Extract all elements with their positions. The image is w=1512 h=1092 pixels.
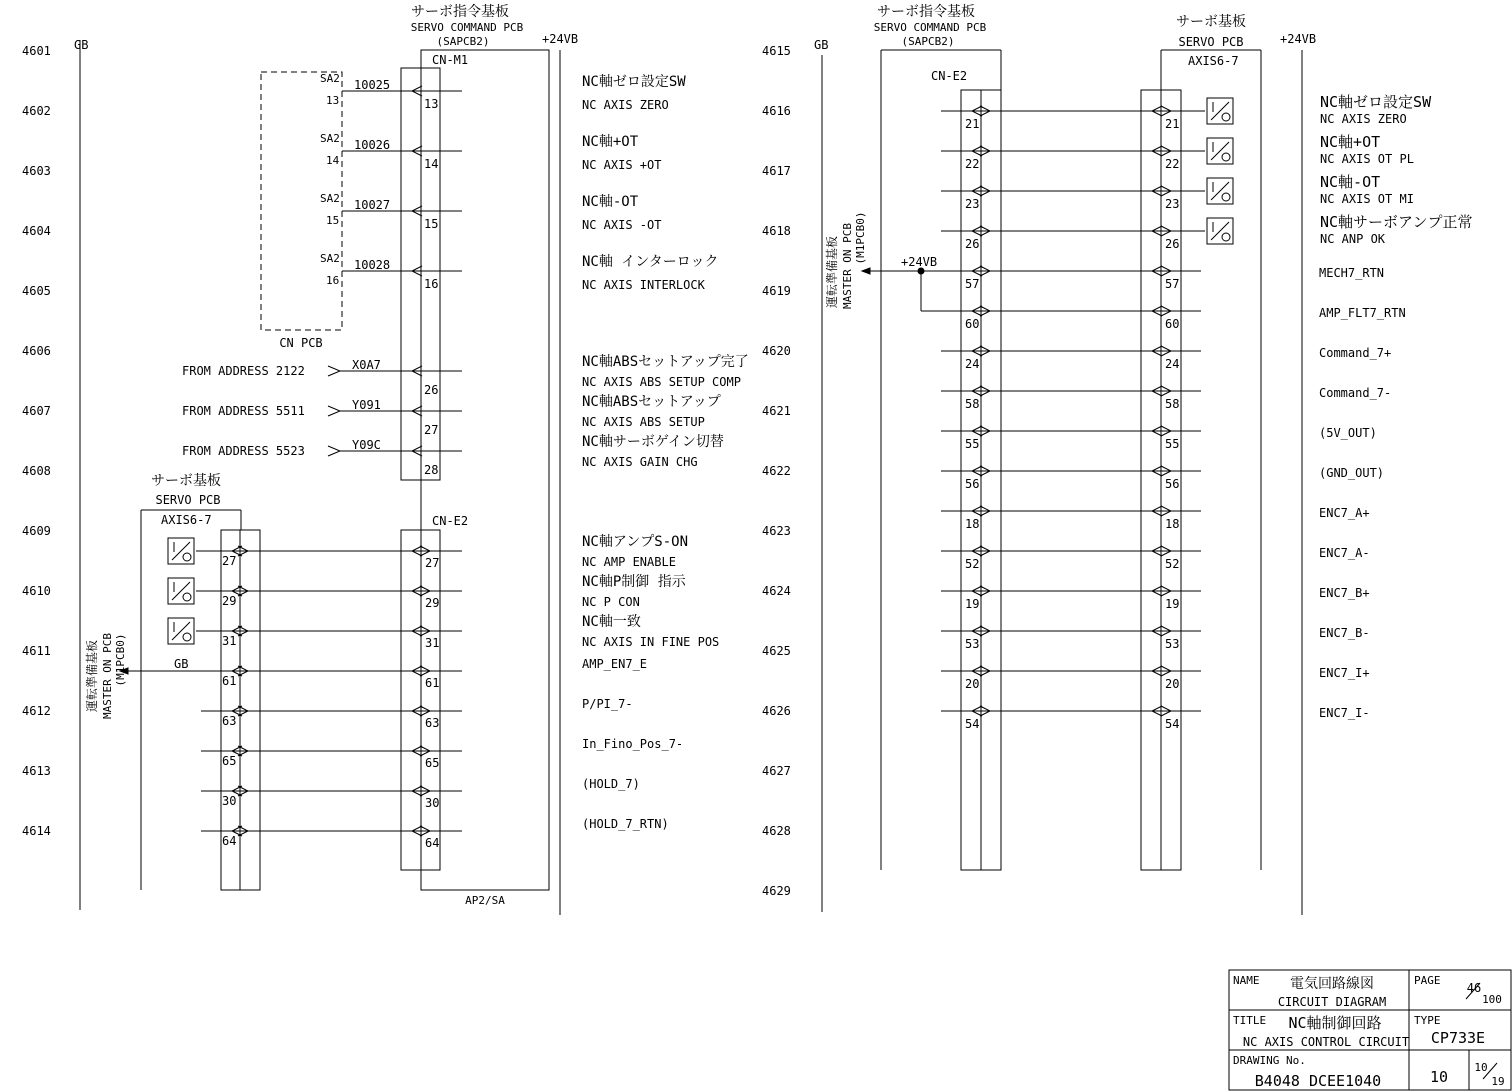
signal-label-en: NC AXIS ABS SETUP (582, 415, 705, 429)
row-number: 4606 (22, 344, 51, 358)
signal-label-en: In_Fino_Pos_7- (582, 737, 684, 751)
drawing-number: B4048 DCEE1040 (1254, 1072, 1382, 1090)
signal-label-jp-right: NC軸+OT (1320, 133, 1381, 151)
from-address-arrow (328, 446, 340, 456)
row-number: 4626 (762, 704, 791, 718)
v24-label-left: +24VB (542, 32, 579, 46)
signal-label-en-right: Command_7- (1319, 386, 1392, 400)
io-icon-o (183, 593, 191, 601)
row-number: 4621 (762, 404, 791, 418)
io-icon-slash (172, 542, 190, 560)
page-number: 46 (1466, 981, 1482, 995)
wire-number: 10025 (354, 78, 391, 92)
row-number: 4616 (762, 104, 791, 118)
v24-label-right: +24VB (1280, 32, 1317, 46)
sheet-number: 10 (1474, 1061, 1488, 1074)
io-icon-o (1222, 193, 1230, 201)
cn-e2-right-pin-number: 19 (965, 597, 980, 611)
signal-label-en-right: MECH7_RTN (1319, 266, 1385, 280)
wire-number: Y09C (352, 438, 381, 452)
servo-pcb-title-jp: サーボ基板 (151, 473, 221, 489)
io-icon-o (1222, 113, 1230, 121)
signal-label-en: NC AXIS GAIN CHG (582, 455, 698, 469)
cn-e2-pin-number: 64 (425, 836, 440, 850)
row-number: 4623 (762, 524, 791, 538)
sa-pin-number: 13 (326, 94, 340, 107)
cn-m1-label: CN-M1 (432, 53, 469, 67)
row-number: 4610 (22, 584, 51, 598)
io-icon-slash (172, 622, 190, 640)
cn-m1-pin-number: 16 (424, 277, 439, 291)
cn-e2-right-pin-number: 57 (965, 277, 980, 291)
servo-right-pin-number: 58 (1165, 397, 1180, 411)
sa2-label: SA2 (320, 192, 340, 205)
cn-e2-right-pin-number: 58 (965, 397, 980, 411)
signal-label-jp-right: NC軸-OT (1320, 173, 1381, 191)
gb-label-right: GB (814, 38, 829, 52)
row-number: 4619 (762, 284, 791, 298)
from-address-label: FROM ADDRESS 2122 (182, 364, 305, 378)
page-total: 100 (1482, 993, 1502, 1006)
cn-e2-pin-number: 29 (425, 596, 440, 610)
servo-command-pcb-title-en: SERVO COMMAND PCB (410, 21, 524, 34)
name-value-jp: 電気回路線図 (1290, 976, 1374, 992)
name-label: NAME (1233, 974, 1260, 987)
row-number: 4601 (22, 44, 51, 58)
row-number: 4627 (762, 764, 791, 778)
from-address-label: FROM ADDRESS 5523 (182, 444, 305, 458)
sa-pin-number: 15 (326, 214, 340, 227)
name-value-en: CIRCUIT DIAGRAM (1277, 995, 1387, 1009)
row-number: 4603 (22, 164, 51, 178)
signal-label-en: NC AXIS ZERO (582, 98, 669, 112)
servo-pin-number: 31 (222, 634, 237, 648)
sheet-total: 19 (1491, 1075, 1505, 1088)
type-label: TYPE (1414, 1014, 1441, 1027)
signal-label-jp: NC軸+OT (582, 134, 639, 150)
signal-label-jp: NC軸P制御 指示 (582, 574, 686, 590)
drawing-label: DRAWING No. (1233, 1054, 1306, 1067)
master-on-pcb-label-jp-right: 運転準備基板 (825, 235, 839, 309)
cn-e2-right-pin-number: 23 (965, 197, 980, 211)
cn-m1-pin-number: 15 (424, 217, 439, 231)
servo-right-pin-number: 21 (1165, 117, 1180, 131)
signal-label-en-right: (GND_OUT) (1319, 466, 1385, 480)
gb-wire-label: GB (174, 657, 189, 671)
servo-pin-number: 27 (222, 554, 237, 568)
io-icon-slash (172, 582, 190, 600)
row-number: 4607 (22, 404, 51, 418)
servo-right-pin-number: 23 (1165, 197, 1180, 211)
servo-command-pcb-title-jp-right: サーボ指令基板 (877, 4, 975, 20)
sa2-label: SA2 (320, 72, 340, 85)
row-number: 4622 (762, 464, 791, 478)
page-label: PAGE (1414, 974, 1441, 987)
sa-pin-number: 14 (326, 154, 340, 167)
signal-label-en-right: NC ANP OK (1320, 232, 1386, 246)
signal-label-jp: NC軸ゼロ設定SW (582, 74, 686, 90)
master-on-pcb-label-en: MASTER ON PCB (101, 632, 114, 720)
servo-right-pin-number: 24 (1165, 357, 1180, 371)
title-label: TITLE (1233, 1014, 1267, 1027)
signal-label-en-right: ENC7_A+ (1319, 506, 1370, 520)
signal-label-jp-right: NC軸サーボアンプ正常 (1320, 213, 1473, 231)
cn-e2-right-pin-number: 24 (965, 357, 980, 371)
row-number: 4602 (22, 104, 51, 118)
servo-right-pin-number: 56 (1165, 477, 1180, 491)
from-address-arrow (328, 366, 340, 376)
servo-command-pcb-title-jp: サーボ指令基板 (411, 4, 509, 20)
io-icon-o (183, 633, 191, 641)
signal-label-en-right: ENC7_I- (1319, 706, 1370, 720)
from-address-arrow (328, 406, 340, 416)
cn-e2-pin-number: 31 (425, 636, 440, 650)
servo-pin-number: 65 (222, 754, 237, 768)
servo-right-pin-number: 19 (1165, 597, 1180, 611)
cn-pcb-label: CN PCB (279, 336, 323, 350)
row-number: 4625 (762, 644, 791, 658)
row-number: 4615 (762, 44, 791, 58)
cn-e2-right-pin-number: 53 (965, 637, 980, 651)
cn-e2-right-pin-number: 55 (965, 437, 980, 451)
sa-pin-number: 16 (326, 274, 340, 287)
cn-e2-pin-number: 30 (425, 796, 440, 810)
signal-label-jp: NC軸アンプS-ON (582, 534, 689, 550)
cn-e2-right-pin-number: 21 (965, 117, 980, 131)
wire-number: 10028 (354, 258, 391, 272)
wire-number: 10026 (354, 138, 391, 152)
io-icon-o (1222, 233, 1230, 241)
cn-e2-label-right: CN-E2 (931, 69, 968, 83)
signal-label-en: NC AXIS -OT (582, 218, 662, 232)
signal-label-jp-right: NC軸ゼロ設定SW (1320, 93, 1432, 111)
cn-m1-pin-number: 13 (424, 97, 439, 111)
signal-label-jp: NC軸ABSセットアップ (582, 394, 721, 410)
signal-label-jp: NC軸ABSセットアップ完了 (582, 354, 749, 370)
cn-e2-pin-number: 65 (425, 756, 440, 770)
signal-label-en-right: AMP_FLT7_RTN (1319, 306, 1406, 320)
signal-label-en-right: ENC7_B- (1319, 626, 1370, 640)
servo-pin-number: 29 (222, 594, 237, 608)
servo-right-pin-number: 57 (1165, 277, 1180, 291)
signal-label-en: P/PI_7- (582, 697, 633, 711)
signal-label-en-right: ENC7_B+ (1319, 586, 1370, 600)
io-icon-o (183, 553, 191, 561)
servo-pin-number: 63 (222, 714, 237, 728)
axis-label-left: AXIS6-7 (161, 513, 212, 527)
v24-wire-label-right: +24VB (901, 255, 938, 269)
servo-pcb-title-en: SERVO PCB (155, 493, 221, 507)
cn-e2-right-pin-number: 26 (965, 237, 980, 251)
signal-label-en: AMP_EN7_E (582, 657, 648, 671)
cn-m1-pin-number: 27 (424, 423, 439, 437)
master-on-pcb-label-jp: 運転準備基板 (85, 639, 99, 713)
cn-m1-pin-number: 14 (424, 157, 439, 171)
signal-label-en-right: ENC7_A- (1319, 546, 1370, 560)
signal-label-en: (HOLD_7_RTN) (582, 817, 669, 831)
title-value-en: NC AXIS CONTROL CIRCUIT (1242, 1035, 1410, 1049)
ap2-sa-label: AP2/SA (465, 894, 505, 907)
servo-right-pin-number: 22 (1165, 157, 1180, 171)
servo-pcb-title-jp-right: サーボ基板 (1176, 14, 1246, 30)
row-number: 4620 (762, 344, 791, 358)
sa2-label: SA2 (320, 132, 340, 145)
from-address-label: FROM ADDRESS 5511 (182, 404, 305, 418)
title-value-jp: NC軸制御回路 (1288, 1014, 1382, 1032)
wire-number: 10027 (354, 198, 391, 212)
cn-e2-pin-number: 27 (425, 556, 440, 570)
cn-e2-right-pin-number: 56 (965, 477, 980, 491)
servo-right-pin-number: 52 (1165, 557, 1180, 571)
servo-right-pin-number: 54 (1165, 717, 1180, 731)
servo-right-pin-number: 53 (1165, 637, 1180, 651)
row-number: 4618 (762, 224, 791, 238)
io-icon-slash (1211, 142, 1229, 160)
cn-e2-right-pin-number: 52 (965, 557, 980, 571)
servo-right-pin-number: 26 (1165, 237, 1180, 251)
signal-label-en-right: NC AXIS OT PL (1320, 152, 1414, 166)
signal-label-en: NC AXIS ABS SETUP COMP (582, 375, 741, 389)
signal-label-en-right: (5V_OUT) (1319, 426, 1377, 440)
servo-pin-number: 64 (222, 834, 237, 848)
io-icon-slash (1211, 102, 1229, 120)
signal-label-jp: NC軸サーボゲイン切替 (582, 434, 724, 450)
servo-pcb-title-en-right: SERVO PCB (1178, 35, 1244, 49)
signal-label-en-right: ENC7_I+ (1319, 666, 1370, 680)
cn-e2-right-pin-number: 20 (965, 677, 980, 691)
wire-number: X0A7 (352, 358, 381, 372)
servo-command-pcb-code: (SAPCB2) (436, 35, 490, 48)
signal-label-jp: NC軸 インターロック (582, 254, 719, 270)
servo-command-pcb-title-en-right: SERVO COMMAND PCB (873, 21, 987, 34)
cn-e2-right-pin-number: 60 (965, 317, 980, 331)
axis-label-right: AXIS6-7 (1188, 54, 1239, 68)
servo-pin-number: 61 (222, 674, 237, 688)
row-number: 4617 (762, 164, 791, 178)
master-on-pcb-code-right: (M1PCB0) (854, 211, 867, 265)
signal-label-en-right: NC AXIS OT MI (1320, 192, 1414, 206)
signal-label-en: NC AMP ENABLE (582, 555, 676, 569)
cn-e2-pin-number: 63 (425, 716, 440, 730)
row-number: 4611 (22, 644, 51, 658)
sa2-label: SA2 (320, 252, 340, 265)
row-number: 4604 (22, 224, 51, 238)
signal-label-en: NC P CON (582, 595, 640, 609)
wire-number: Y091 (352, 398, 381, 412)
cn-e2-right-pin-number: 22 (965, 157, 980, 171)
servo-right-pin-number: 20 (1165, 677, 1180, 691)
signal-label-en-right: Command_7+ (1319, 346, 1392, 360)
master-on-pcb-code: (M1PCB0) (114, 633, 127, 687)
cn-e2-pin-number: 61 (425, 676, 440, 690)
servo-command-pcb-code-right: (SAPCB2) (901, 35, 955, 48)
cn-e2-right-pin-number: 54 (965, 717, 980, 731)
servo-right-pin-number: 60 (1165, 317, 1180, 331)
cn-m1-pin-number: 26 (424, 383, 439, 397)
signal-label-jp: NC軸一致 (582, 614, 641, 630)
servo-pin-number: 30 (222, 794, 237, 808)
sheet-value: 10 (1429, 1068, 1449, 1086)
io-icon-o (1222, 153, 1230, 161)
row-number: 4628 (762, 824, 791, 838)
signal-label-en: NC AXIS IN FINE POS (582, 635, 720, 649)
row-number: 4624 (762, 584, 791, 598)
cn-e2-right-pin-number: 18 (965, 517, 980, 531)
signal-label-en: (HOLD_7) (582, 777, 640, 791)
signal-label-en-right: NC AXIS ZERO (1320, 112, 1407, 126)
signal-label-en: NC AXIS +OT (582, 158, 662, 172)
signal-label-jp: NC軸-OT (582, 194, 639, 210)
io-icon-slash (1211, 182, 1229, 200)
row-number: 4605 (22, 284, 51, 298)
master-on-pcb-label-en-right: MASTER ON PCB (841, 222, 854, 310)
row-number: 4629 (762, 884, 791, 898)
row-number: 4608 (22, 464, 51, 478)
type-value: CP733E (1430, 1029, 1486, 1047)
cn-m1-pin-number: 28 (424, 463, 439, 477)
io-icon-slash (1211, 222, 1229, 240)
row-number: 4612 (22, 704, 51, 718)
row-number: 4614 (22, 824, 51, 838)
row-number: 4613 (22, 764, 51, 778)
gb-label-left: GB (74, 38, 89, 52)
servo-right-pin-number: 18 (1165, 517, 1180, 531)
signal-label-en: NC AXIS INTERLOCK (582, 278, 705, 292)
cn-e2-label-left: CN-E2 (432, 514, 469, 528)
servo-right-pin-number: 55 (1165, 437, 1180, 451)
row-number: 4609 (22, 524, 51, 538)
